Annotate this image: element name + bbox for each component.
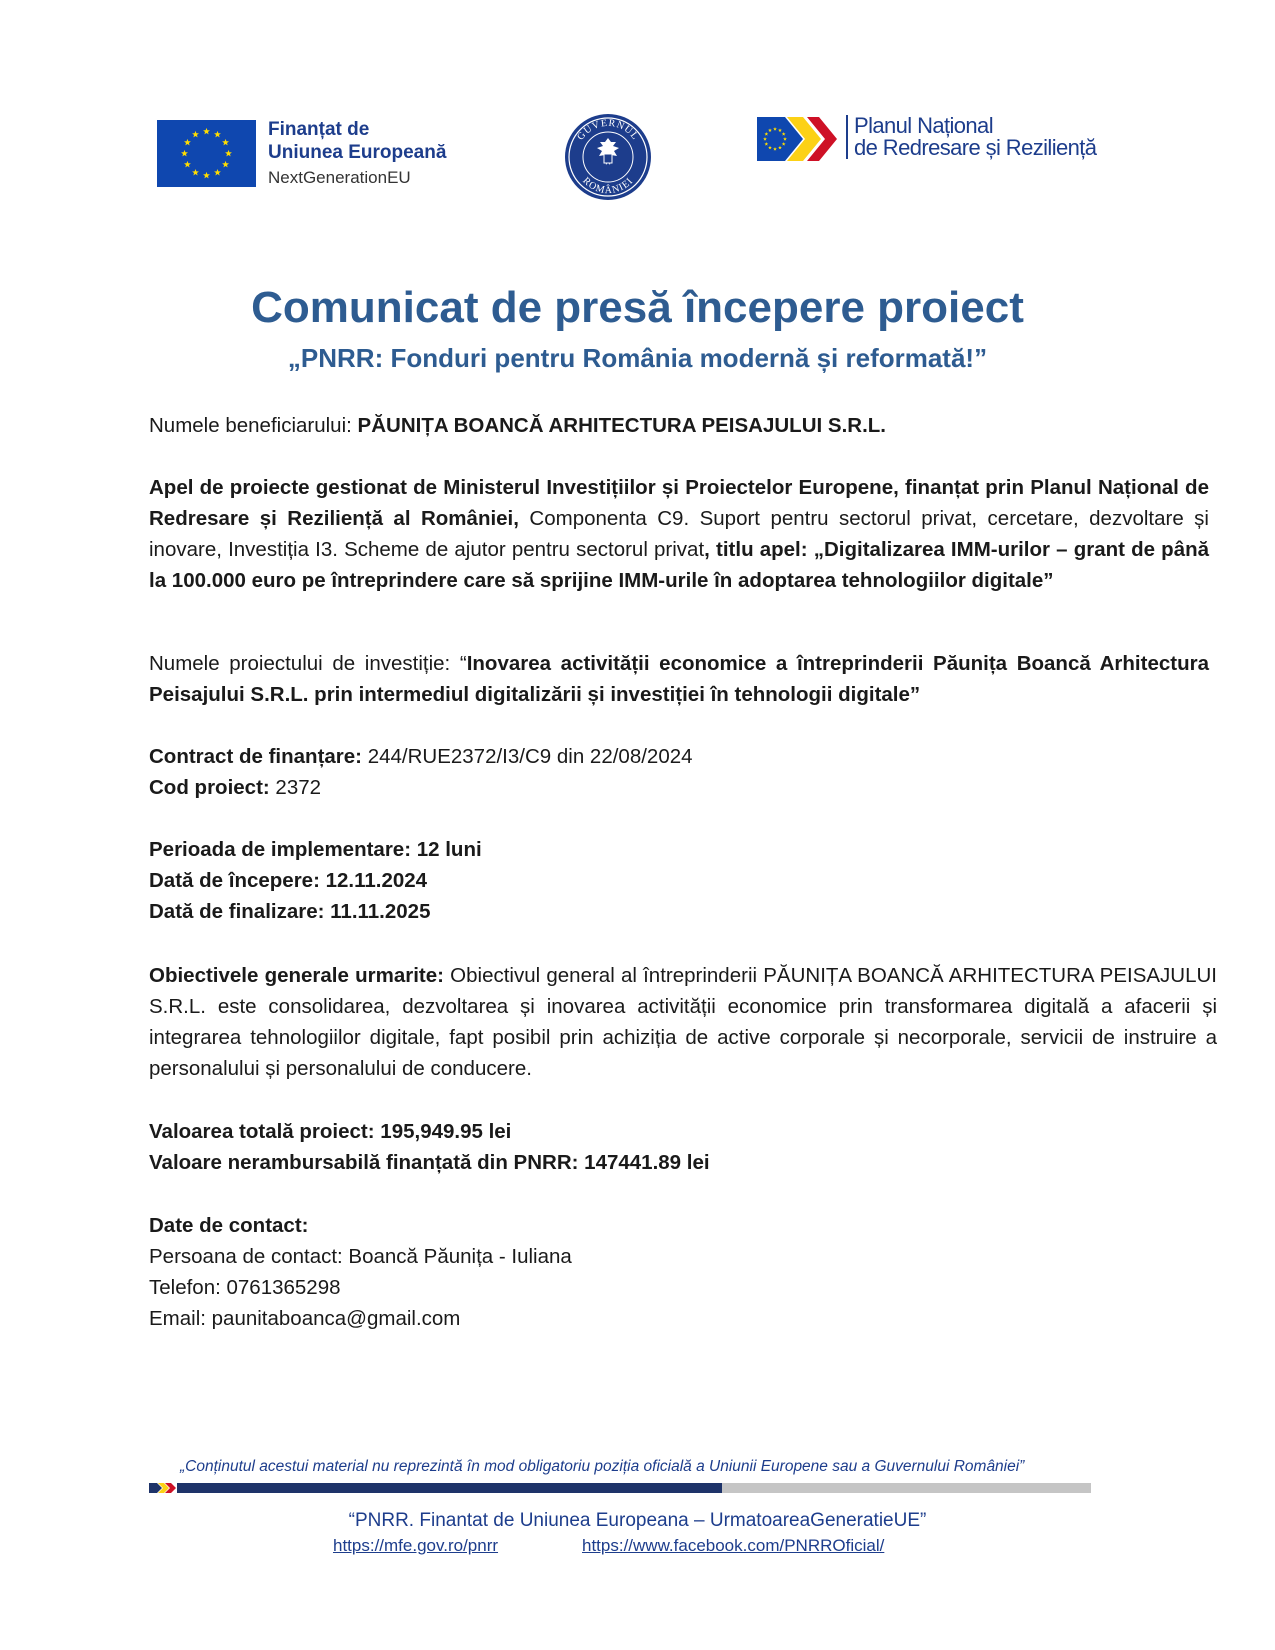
government-seal-icon — [563, 112, 653, 202]
footer-disclaimer: „Conținutul acestui material nu reprezintă în mod obligatoriu poziția oficială a Uniunii Europene sau a Guvernului României” — [180, 1458, 1025, 1475]
period-label: Perioada de implementare: — [149, 838, 412, 861]
end-date-value: 11.11.2025 — [324, 900, 431, 923]
pnrr-logo — [757, 115, 1096, 163]
end-date-line — [149, 896, 1209, 927]
footer-link-mfe[interactable]: https://mfe.gov.ro/pnrr — [333, 1536, 499, 1555]
eu-funding-logo — [157, 120, 446, 189]
call-paragraph — [149, 472, 1209, 596]
grant-value-line — [149, 1147, 1209, 1178]
period-line — [149, 834, 1209, 865]
footer-link-facebook-wrap — [582, 1536, 884, 1556]
page-title: Comunicat de presă începere proiect — [251, 283, 1024, 332]
objectives-paragraph — [149, 960, 1217, 1084]
page-subtitle: „PNRR: Fonduri pentru România modernă și reformată!” — [287, 343, 988, 373]
objectives-text: Obiectivul general al întreprinderii PĂUNIȚA BOANCĂ ARHITECTURA PEISAJULUI S.R.L. este consolidarea, dezvoltarea și inovarea activității economice prin transformarea digitală a afacerii și integrarea tehnologiilor digitale, fapt posibil prin achiziția de active corporale și necorporale, servicii de instruire a personalului și personalului de conducere. — [149, 964, 1217, 1080]
objectives-label: Obiectivele generale urmarite: — [149, 964, 444, 987]
eu-flag-icon — [157, 120, 256, 187]
eu-text-line3: NextGenerationEU — [268, 168, 411, 187]
svg-text:GUVERNUL: GUVERNUL — [575, 117, 641, 143]
contact-email: Email: paunitaboanca@gmail.com — [149, 1307, 461, 1330]
total-value-line — [149, 1116, 1209, 1147]
pnrr-flag-icon — [757, 115, 842, 163]
end-date-label: Dată de finalizare: — [149, 900, 325, 923]
start-date-value: 12.11.2024 — [319, 869, 428, 892]
contact-phone: Telefon: 0761365298 — [149, 1276, 341, 1299]
contact-heading: Date de contact: — [149, 1214, 309, 1237]
project-paragraph — [149, 648, 1209, 710]
pnrr-text-line1: Planul Național — [854, 113, 993, 138]
footer-divider — [149, 1483, 1091, 1493]
call-title-label: , titlu apel: — [704, 538, 814, 561]
contact-person: Persoana de contact: Boancă Păunița - Iuliana — [149, 1245, 572, 1268]
call-component: Componenta C9. Suport pentru sectorul privat, cercetare, dezvoltare și inovare, Investiția I3. Scheme de ajutor pentru sectorul privat — [149, 507, 1209, 561]
call-title: „Digitalizarea IMM-urilor – grant de până la 100.000 euro pe întreprindere care să sprijine IMM-urile în adoptarea tehnologiilor digitale” — [149, 538, 1210, 592]
code-line — [149, 772, 1209, 803]
code-value: 2372 — [269, 776, 322, 799]
beneficiary-label: Numele beneficiarului: — [149, 414, 358, 437]
pnrr-text-line2: de Redresare și Reziliență — [854, 135, 1097, 160]
contract-line — [149, 741, 1209, 772]
call-intro: Apel de proiecte gestionat de Ministerul Investițiilor și Proiectelor Europene, finanțat prin Planul Național de Redresare și Reziliență al României, — [149, 476, 1209, 530]
contract-value: 244/RUE2372/I3/C9 din 22/08/2024 — [362, 745, 693, 768]
pnrr-logo-text — [846, 115, 1096, 159]
footer-link-mfe-wrap — [333, 1536, 498, 1556]
project-label: Numele proiectului de investiție: “ — [149, 652, 467, 675]
beneficiary-value: PĂUNIȚA BOANCĂ ARHITECTURA PEISAJULUI S.R.L. — [357, 414, 886, 437]
contact-block — [149, 1210, 1209, 1334]
svg-text:ROMÂNIEI: ROMÂNIEI — [580, 175, 636, 197]
eu-text-line2: Uniunea Europeană — [268, 142, 447, 163]
beneficiary-line — [149, 410, 1209, 441]
project-name: Inovarea activității economice a întreprinderii Păunița Boancă Arhitectura Peisajului S.R.L. prin intermediul digitalizării și investiției în tehnologii digitale” — [149, 652, 1209, 706]
eu-text-line1: Finanțat de — [268, 119, 370, 140]
eu-funding-text — [268, 118, 446, 189]
grant-value-label: Valoare nerambursabilă finanțată din PNRR: — [149, 1151, 579, 1174]
grant-value-amount: 147441.89 lei — [578, 1151, 710, 1174]
total-value-label: Valoarea totală proiect: — [149, 1120, 375, 1143]
total-value-amount: 195,949.95 lei — [374, 1120, 512, 1143]
footer-link-facebook[interactable]: https://www.facebook.com/PNRROficial/ — [582, 1536, 885, 1555]
period-value: 12 luni — [411, 838, 482, 861]
footer-slogan: “PNRR. Finantat de Uniunea Europeana – UrmatoareaGeneratieUE” — [348, 1510, 927, 1531]
start-date-label: Dată de începere: — [149, 869, 320, 892]
code-label: Cod proiect: — [149, 776, 270, 799]
contract-label: Contract de finanțare: — [149, 745, 362, 768]
start-date-line — [149, 865, 1209, 896]
